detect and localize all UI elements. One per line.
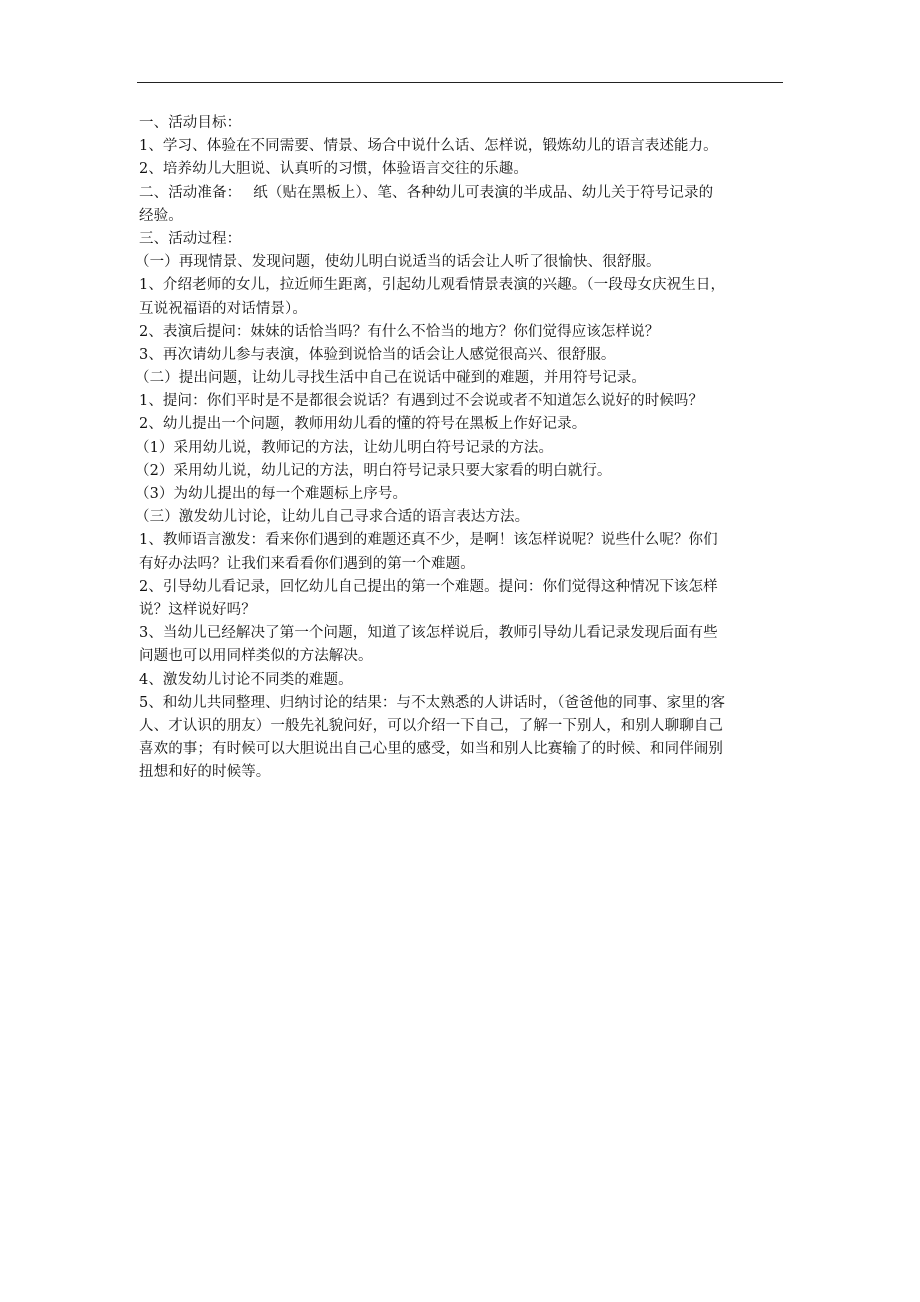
text-line: 5、和幼儿共同整理、归纳讨论的结果：与不太熟悉的人讲话时，（爸爸他的同事、家里的客 [139, 694, 726, 711]
text-line: （1）采用幼儿说，教师记的方法，让幼儿明白符号记录的方法。 [135, 439, 554, 456]
text-line: 一、活动目标： [139, 115, 242, 131]
text-line: 说？这样说好吗？ [139, 601, 256, 618]
text-line: 2、表演后提问：妹妹的话恰当吗？有什么不恰当的地方？你们觉得应该怎样说？ [139, 323, 660, 340]
text-line: 1、提问：你们平时是不是都很会说话？有遇到过不会说或者不知道怎么说好的时候吗？ [139, 393, 704, 410]
text-line: 互说祝福语的对话情景）。 [139, 300, 307, 317]
text-line: 问题也可以用同样类似的方法解决。 [139, 648, 373, 665]
text-line: （3）为幼儿提出的每一个难题标上序号。 [135, 486, 408, 502]
text-line: 三、活动过程： [139, 230, 242, 247]
text-line: （二）提出问题，让幼儿寻找生活中自己在说话中碰到的难题，并用符号记录。 [135, 370, 646, 387]
text-line: 1、学习、体验在不同需要、情景、场合中说什么话、怎样说，锻炼幼儿的语言表述能力。 [139, 138, 718, 155]
text-line: 3、再次请幼儿参与表演，体验到说恰当的话会让人感觉很高兴、很舒服。 [139, 346, 616, 363]
text-line: 人、才认识的朋友）一般先礼貌问好，可以介绍一下自己，了解一下别人，和别人聊聊自己 [139, 717, 723, 734]
text-line: 3、当幼儿已经解决了第一个问题，知道了该怎样说后，教师引导幼儿看记录发现后面有些 [139, 625, 718, 642]
text-line: （2）采用幼儿说，幼儿记的方法，明白符号记录只要大家看的明白就行。 [135, 462, 612, 479]
text-line: 扭想和好的时候等。 [139, 764, 271, 781]
text-line: 1、教师语言激发：看来你们遇到的难题还真不少，是啊！该怎样说呢？说些什么呢？你们 [139, 532, 718, 549]
text-line: （三）激发幼儿讨论，让幼儿自己寻求合适的语言表达方法。 [135, 509, 530, 526]
text-line: 喜欢的事；有时候可以大胆说出自己心里的感受，如当和别人比赛输了的时候、和同伴闹别 [139, 741, 723, 758]
document-body [135, 112, 787, 784]
text-line: 经验。 [139, 207, 183, 224]
text-line: 1、介绍老师的女儿，拉近师生距离，引起幼儿观看情景表演的兴趣。（一段母女庆祝生日， [139, 277, 726, 294]
text-line: 2、引导幼儿看记录，回忆幼儿自己提出的第一个难题。提问：你们觉得这种情况下该怎样 [139, 578, 718, 595]
text-line: 2、幼儿提出一个问题，教师用幼儿看的懂的符号在黑板上作好记录。 [139, 416, 587, 433]
text-line: 有好办法吗？让我们来看看你们遇到的第一个难题。 [139, 555, 475, 572]
header-rule [137, 82, 783, 83]
text-line: 2、培养幼儿大胆说、认真听的习惯，体验语言交往的乐趣。 [139, 161, 528, 178]
text-line: 二、活动准备： 纸（贴在黑板上）、笔、各种幼儿可表演的半成品、幼儿关于符号记录的 [139, 184, 714, 201]
text-line: 4、激发幼儿讨论不同类的难题。 [139, 671, 353, 688]
text-line: （一）再现情景、发现问题，使幼儿明白说适当的话会让人听了很愉快、很舒服。 [135, 254, 661, 271]
